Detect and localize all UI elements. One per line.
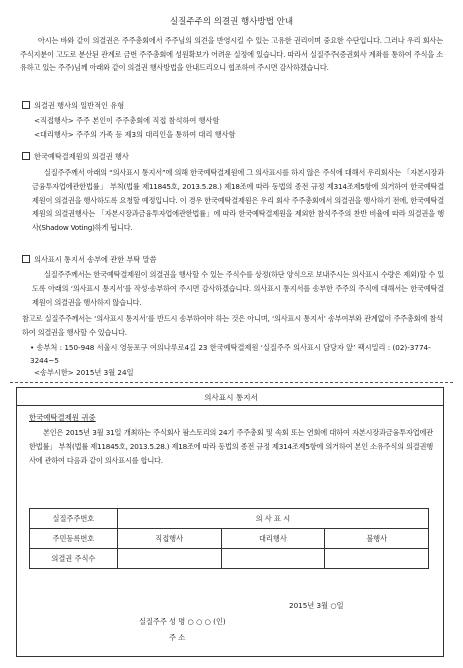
cell-direct-input[interactable] [117, 549, 221, 569]
col-proxy: 대리행사 [221, 529, 325, 549]
form-recipient: 한국예탁결제원 귀중 [29, 413, 96, 422]
label-share-count: 의결권 주식수 [30, 549, 118, 569]
item-proxy: <대리행사> 주주의 가족 등 제3의 대리인을 통하여 대리 행사함 [34, 130, 236, 139]
form-date: 2015년 3월 ○일 [289, 601, 344, 610]
cell-no-vote-input[interactable] [325, 549, 429, 569]
col-no-vote: 불행사 [325, 529, 429, 549]
checkbox-square-icon [22, 101, 30, 109]
form-divider [17, 405, 443, 406]
form-title: 의사표시 통지서 [204, 393, 258, 402]
section-heading: 한국예탁결제원의 의결권 행사 [34, 152, 129, 161]
form-table [29, 508, 429, 569]
cut-line [10, 382, 453, 383]
label-resident-number: 주민등록번호 [30, 529, 118, 549]
request-body: 실질주주께서는 한국예탁결제원이 의결권을 행사할 수 있는 주식수를 상정(하단 양식으로 보내주시는 의사표시 수량은 제외)할 수 있도록 아래의 ‘의사표시 통지서’를 작성·송부하여 주시면 감사하겠습니다. 의사표시 통지서를 송부한 주주의 주식에 대해서는 한국예탁결제원이 의결권을 행사하지 않습니다. [32, 270, 444, 307]
note-paragraph: 참고로 실질주주께서는 ‘의사표시 통지서’를 반드시 송부하여야 하는 것은 아니며, ‘의사표시 통지서’ 송부여부와 관계없이 주주총회에 참석하여 의결권을 행사할 수 있습니다. [22, 314, 443, 337]
col-direct: 직접행사 [117, 529, 221, 549]
section-request [22, 254, 157, 266]
item-direct: <직접행사> 주주 본인이 주주총회에 직접 참석하여 행사함 [34, 116, 220, 125]
label-holder-number: 실질주주번호 [30, 509, 118, 529]
intent-header: 의 사 표 시 [117, 509, 428, 529]
section-heading: 의결권 행사의 일반적인 유형 [34, 101, 125, 110]
form-signer: 실질주주 성 명 ○ ○ ○ (인) [139, 617, 226, 626]
form-body: 본인은 2015년 3월 31일 개최하는 주식회사 팜스토리의 24기 주주총회 및 속회 또는 연회에 대하여 자본시장과금융투자업에관한법률」 부칙(법률 제11845호, 2013.5.28.) 제18조에 따라 동법의 종전 규정 제314조제5항에 의거하여 본인 소유주식의 의결권행사에 관하여 다음과 같이 의사표시를 합니다. [29, 428, 433, 465]
checkbox-square-icon [22, 255, 30, 263]
document-title: 실질주주의 의결권 행사방법 안내 [169, 17, 294, 27]
deadline: <송부시한> 2015년 3월 24일 [34, 368, 134, 377]
section-ksd-voting [22, 151, 129, 163]
cell-proxy-input[interactable] [221, 549, 325, 569]
notification-form [16, 387, 444, 657]
form-address: 주 소 [169, 633, 186, 642]
ksd-body: 실질주주께서 아래의 “의사표시 통지서”에 의해 한국예탁결제원에 그 의사표시를 하지 않은 주식에 대해서 우리회사는 「자본시장과금융투자업에관한법률」 부칙(법률 제11845호, 2013.5.28.) 제18조에 따라 동법의 종전 규정 제314조제5항에 의거하여 한국예탁결제원이 의결권을 행사하도록 요청할 예정입니다. 이 경우 한국예탁결제원은 우리 회사 주주총회에서 의결권을 행사하기 전에, 한국예탁결제원의 의결권행사는 「자본시장과금융투자업에관한법률」에 따라 한국예탁결제원을 제외한 참석주주의 찬반 비율에 따라 의결권을 행사(Shadow Voting)하게 됩니다. [32, 168, 444, 233]
section-voting-types [22, 100, 124, 112]
checkbox-square-icon [22, 152, 30, 160]
section-heading: 의사표시 통지서 송부에 관한 부탁 말씀 [34, 255, 157, 264]
intro-paragraph: 아시는 바와 같이 의결권은 주주총회에서 주주님의 의견을 반영시킬 수 있는 고유한 권리이며 중요한 수단입니다. 그러나 우리 회사는 주식지분이 고도로 분산된 관계로 금번 주주총회에 성원확보가 어려운 실정에 있습니다. 따라서 실질주주(증권회사 계좌를 통하여 주식을 소유하고 있는 주주)님께 아래와 같이 의결권 행사방법을 안내드리오니 협조하여 주시면 감사하겠습니다. [20, 36, 443, 73]
send-to: • 송부처 : 150-948 서울시 영등포구 여의나루로4길 23 한국예탁결제원 ‘실질주주 의사표시 담당자 앞’ 팩시밀리 : (02)-3774-3244~5 [30, 343, 431, 365]
